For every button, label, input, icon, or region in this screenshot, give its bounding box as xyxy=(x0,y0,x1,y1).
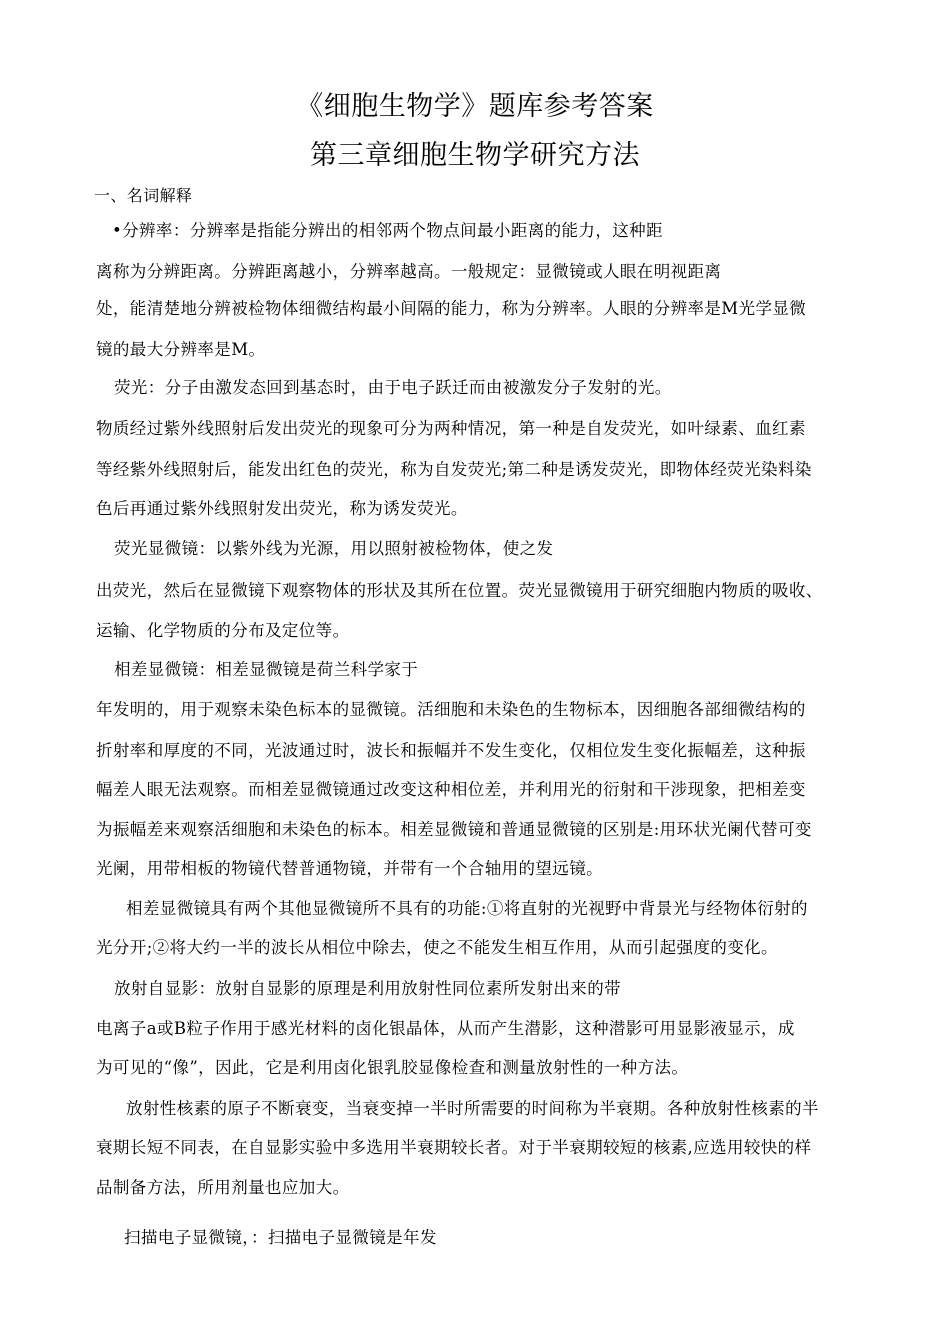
section-heading: 一、名词解释 xyxy=(94,186,193,205)
text-line: 衰期长短不同表，在自显影实验中多选用半衰期较长者。对于半衰期较短的核素,应选用较快的样 xyxy=(96,1138,812,1157)
text-line: 幅差人眼无法观察。而相差显微镜通过改变这种相位差，并利用光的衍射和干涉现象，把相差变 xyxy=(96,780,806,799)
document-title: 《细胞生物学》题库参考答案 xyxy=(296,91,654,122)
text-line: 处，能清楚地分辨被检物体细微结构最小间隔的能力，称为分辨率。人眼的分辨率是M光学显微 xyxy=(96,299,807,318)
text-line: 电离子a或B粒子作用于感光材料的卤化银晶体，从而产生潜影，这种潜影可用显影液显示，成 xyxy=(96,1019,795,1038)
text-line: 运输、化学物质的分布及定位等。 xyxy=(96,621,350,640)
text-line: •分辨率：分辨率是指能分辨出的相邻两个物点间最小距离的能力，这种距 xyxy=(112,221,663,240)
text-line: 为振幅差来观察活细胞和未染色的标本。相差显微镜和普通显微镜的区别是:用环状光阑代替可变 xyxy=(96,820,812,839)
text-line: 等经紫外线照射后，能发出红色的荧光，称为自发荧光;第二种是诱发荧光，即物体经荧光染料染 xyxy=(96,460,812,479)
text-line: 镜的最大分辨率是M。 xyxy=(96,340,266,359)
text-line: 色后再通过紫外线照射发出荧光，称为诱发荧光。 xyxy=(96,499,468,518)
text-line: 荧光：分子由激发态回到基态时，由于电子跃迁而由被激发分子发射的光。 xyxy=(114,378,672,397)
text-line: 出荧光，然后在显微镜下观察物体的形状及其所在位置。荧光显微镜用于研究细胞内物质的吸收、 xyxy=(96,581,823,600)
text-line: 年发明的，用于观察未染色标本的显微镜。活细胞和未染色的生物标本，因细胞各部细微结构的 xyxy=(96,700,806,719)
text-line: 离称为分辨距离。分辨距离越小，分辨率越高。一般规定：显微镜或人眼在明视距离 xyxy=(96,262,722,281)
text-line: 放射自显影：放射自显影的原理是利用放射性同位素所发射出来的带 xyxy=(114,979,621,998)
text-line: 扫描电子显微镜，：扫描电子显微镜是年发 xyxy=(124,1228,437,1247)
text-line: 相差显微镜具有两个其他显微镜所不具有的功能:①将直射的光视野中背景光与经物体衍射的 xyxy=(126,899,808,918)
text-line: 光分开;②将大约一半的波长从相位中除去，使之不能发生相互作用，从而引起强度的变化。 xyxy=(96,938,778,957)
text-line: 折射率和厚度的不同，光波通过时，波长和振幅并不发生变化，仅相位发生变化振幅差，这种振 xyxy=(96,741,806,760)
chapter-title: 第三章细胞生物学研究方法 xyxy=(310,140,640,171)
text-line: 相差显微镜：相差显微镜是荷兰科学家于 xyxy=(114,660,419,679)
text-line: 荧光显微镜：以紫外线为光源，用以照射被检物体，使之发 xyxy=(114,539,554,558)
text-line: 物质经过紫外线照射后发出荧光的现象可分为两种情况，第一种是自发荧光，如叶绿素、血红素 xyxy=(96,419,806,438)
text-line: 品制备方法，所用剂量也应加大。 xyxy=(96,1178,350,1197)
text-line: 放射性核素的原子不断衰变，当衰变掉一半时所需要的时间称为半衰期。各种放射性核素的半 xyxy=(126,1099,819,1118)
text-line: 光阑，用带相板的物镜代替普通物镜，并带有一个合轴用的望远镜。 xyxy=(96,859,603,878)
text-line: 为可见的“像”，因此，它是利用卤化银乳胶显像检查和测量放射性的一种方法。 xyxy=(96,1058,689,1077)
